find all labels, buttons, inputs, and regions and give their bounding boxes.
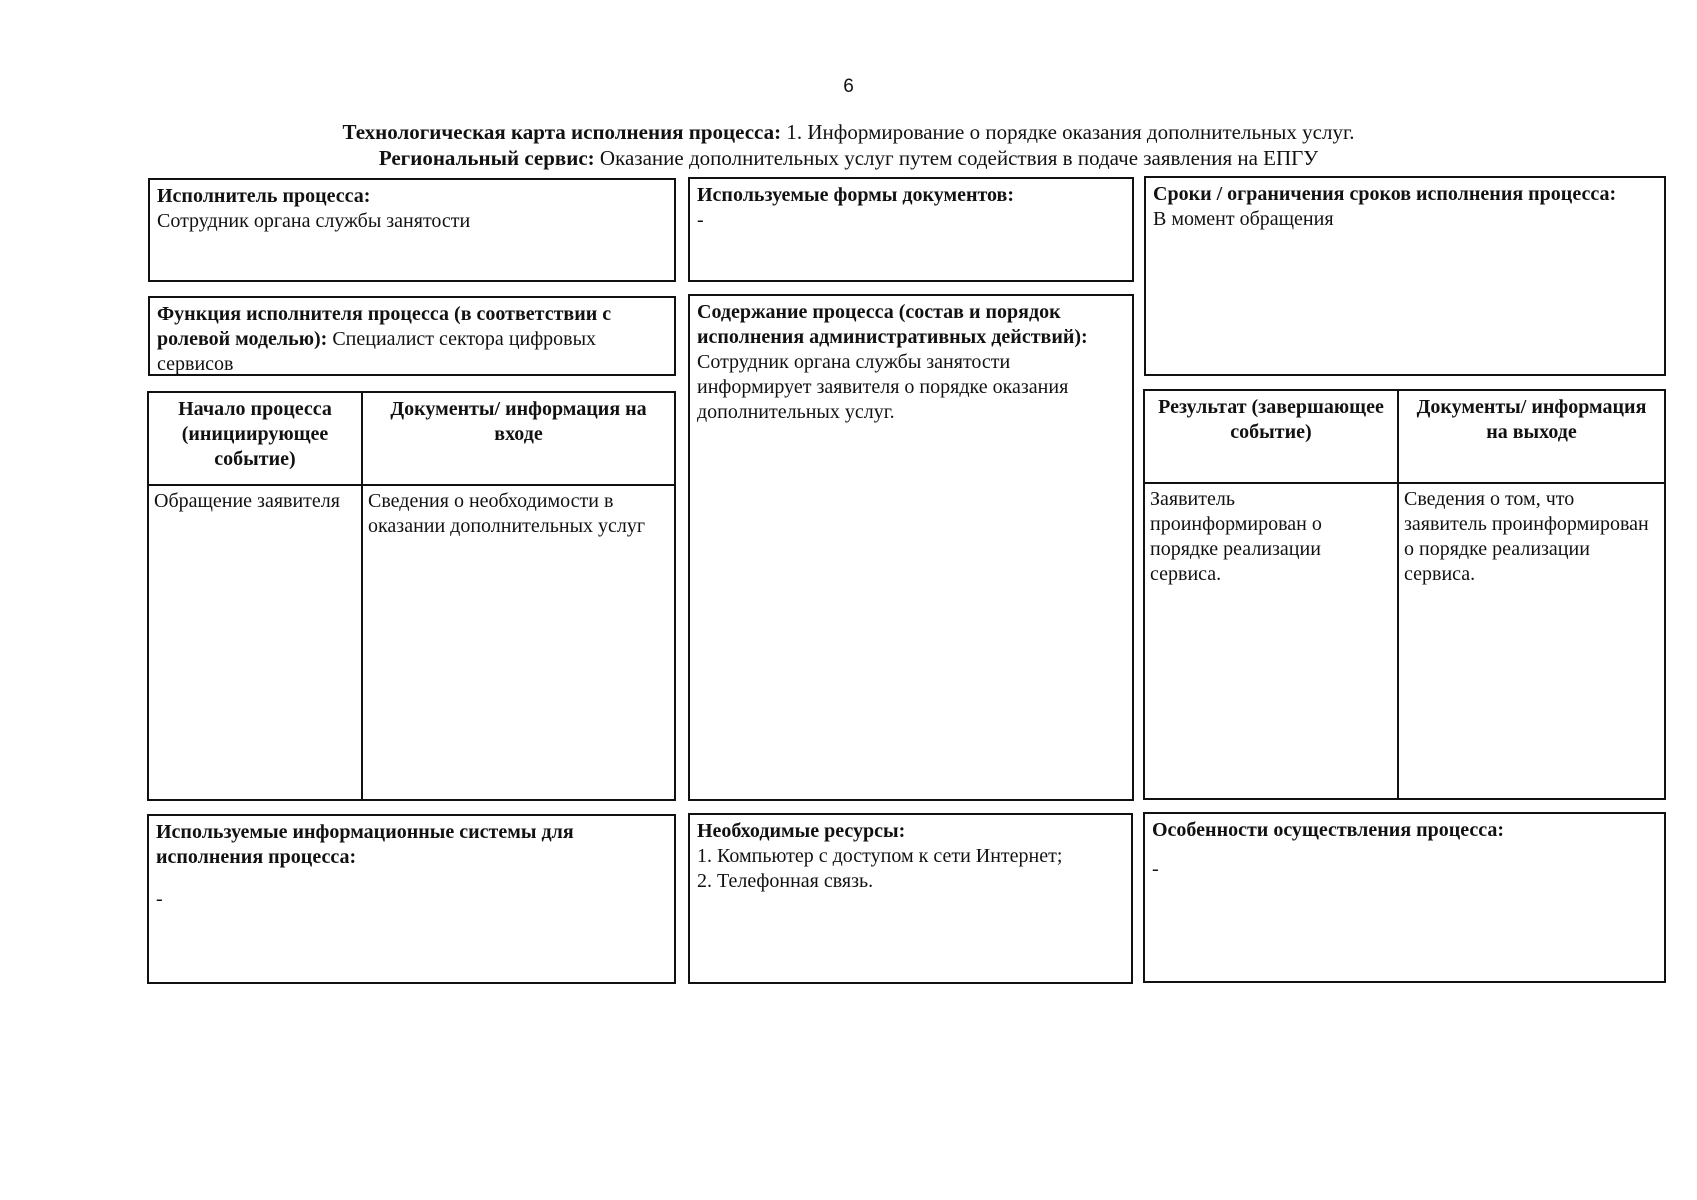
input-docs-header: Документы/ информация на входе [362,392,675,485]
regional-service-label: Региональный сервис: [378,146,595,170]
regional-service-value: Оказание дополнительных услуг путем содействия в подаче заявления на ЕПГУ [599,146,1319,170]
info-systems-box [147,814,676,984]
input-table [147,391,676,801]
deadlines-box [1144,176,1666,376]
deadlines-label: Сроки / ограничения сроков исполнения процесса: [1153,183,1617,205]
output-table [1143,389,1666,800]
features-box [1143,812,1666,983]
info-systems-label: Используемые информационные системы для исполнения процесса: [156,821,574,868]
result-value: Заявитель проинформирован о порядке реализации сервиса. [1144,483,1398,799]
content-box [688,294,1134,801]
content-label: Содержание процесса (состав и порядок исполнения административных действий): [697,301,1088,348]
output-docs-header: Документы/ информация на выходе [1398,390,1665,483]
start-process-header: Начало процесса (инициирующее событие) [148,392,362,485]
function-value: Специалист сектора цифровых сервисов [157,328,597,375]
start-process-value: Обращение заявителя [148,485,362,800]
executor-label: Исполнитель процесса: [157,185,371,207]
page-number: 6 [843,76,854,97]
result-header: Результат (завершающее событие) [1144,390,1398,483]
process-map-value: 1. Информирование о порядке оказания дополнительных услуг. [786,120,1355,144]
heading-line-2 [0,145,1697,171]
resources-item-1: 1. Компьютер с доступом к сети Интернет; [697,845,1063,867]
executor-box [148,178,676,282]
executor-value: Сотрудник органа службы занятости [157,210,471,232]
deadlines-value: В момент обращения [1153,208,1334,230]
input-docs-value: Сведения о необходимости в оказании дополнительных услуг [362,485,675,800]
function-label: Функция исполнителя процесса (в соответствии с ролевой моделью): [157,303,612,350]
features-value: - [1152,858,1159,880]
process-map-label: Технологическая карта исполнения процесса: [342,120,782,144]
resources-box [688,813,1133,984]
resources-label: Необходимые ресурсы: [697,820,906,842]
heading-line-1 [0,119,1697,145]
forms-box [688,177,1134,282]
forms-value: - [697,209,704,231]
output-docs-value: Сведения о том, что заявитель проинформирован о порядке реализации сервиса. [1398,483,1665,799]
forms-label: Используемые формы документов: [697,184,1015,206]
function-box [148,296,676,376]
features-label: Особенности осуществления процесса: [1152,819,1505,841]
content-value: Сотрудник органа службы занятости информирует заявителя о порядке оказания дополнительных услуг. [697,351,1069,423]
info-systems-value: - [156,888,163,910]
resources-item-2: 2. Телефонная связь. [697,870,874,892]
